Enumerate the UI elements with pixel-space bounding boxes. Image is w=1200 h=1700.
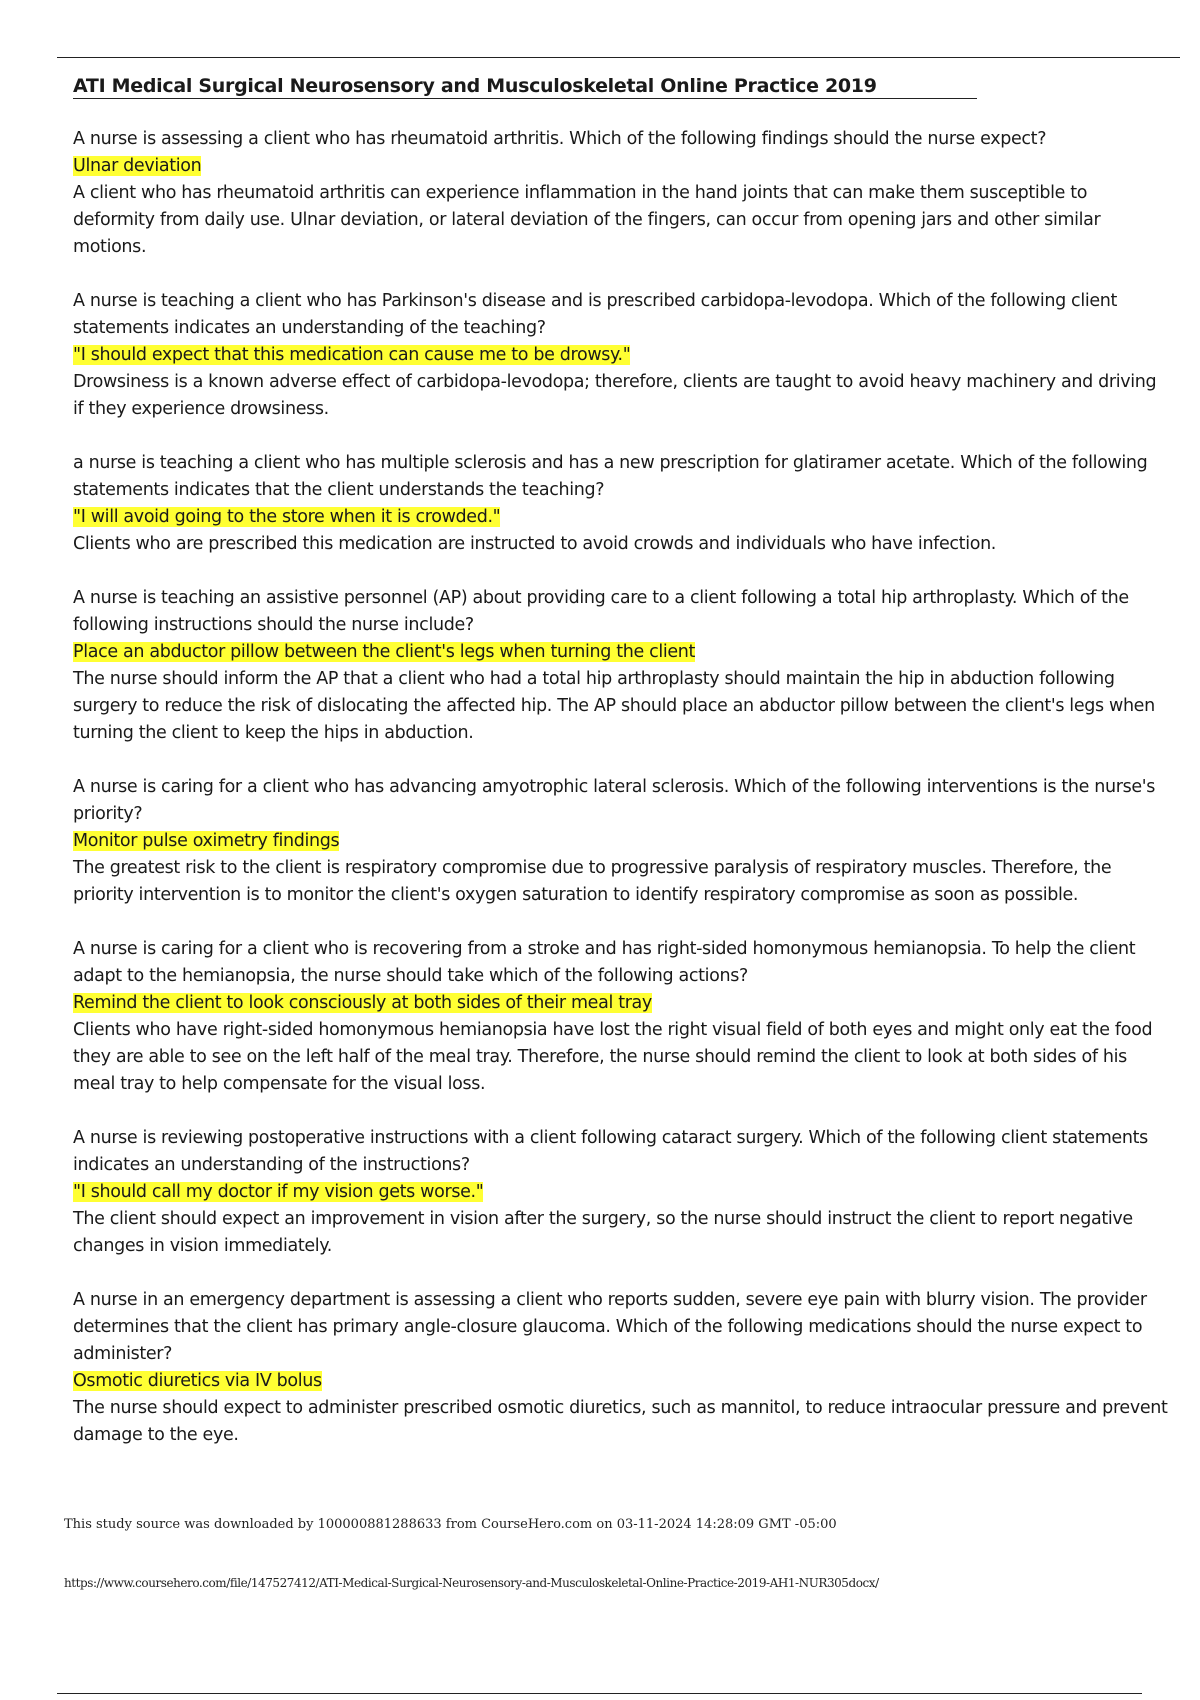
- highlighted-answer: Osmotic diuretics via IV bolus: [73, 1371, 322, 1391]
- bottom-rule: [57, 1693, 1142, 1694]
- download-source-note: This study source was downloaded by 100000881288633 from CourseHero.com on 03-11-2024 14:28:09 GMT -05:00: [64, 1517, 837, 1532]
- question-item: [73, 288, 1168, 423]
- document-title: ATI Medical Surgical Neurosensory and Musculoskeletal Online Practice 2019: [73, 74, 977, 99]
- source-url: https://www.coursehero.com/file/147527412/ATI-Medical-Surgical-Neurosensory-and-Musculoskeletal-Online-Practice-2019-AH1-NUR305docx/: [64, 1576, 879, 1590]
- question-text: a nurse is teaching a client who has multiple sclerosis and has a new prescription for glatiramer acetate. Which of the following statements indicates that the client understands the teaching?: [73, 453, 1148, 500]
- rationale-text: The client should expect an improvement in vision after the surgery, so the nurse should instruct the client to report negative changes in vision immediately.: [73, 1209, 1133, 1256]
- question-item: [73, 585, 1168, 747]
- highlighted-answer: Remind the client to look consciously at both sides of their meal tray: [73, 993, 652, 1013]
- highlighted-answer: Place an abductor pillow between the client's legs when turning the client: [73, 642, 696, 662]
- rationale-text: The nurse should inform the AP that a client who had a total hip arthroplasty should maintain the hip in abduction following surgery to reduce the risk of dislocating the affected hip. The AP should place an abductor pillow between the client's legs when turning the client to keep the hips in abduction.: [73, 669, 1155, 743]
- rationale-text: The greatest risk to the client is respiratory compromise due to progressive paralysis of respiratory muscles. Therefore, the priority intervention is to monitor the client's oxygen saturation to identify respiratory compromise as soon as possible.: [73, 858, 1112, 905]
- question-item: [73, 774, 1168, 909]
- highlighted-answer: Ulnar deviation: [73, 156, 202, 176]
- document-body: [73, 74, 1168, 1476]
- question-text: A nurse is assessing a client who has rheumatoid arthritis. Which of the following findings should the nurse expect?: [73, 129, 1047, 149]
- question-item: [73, 1125, 1168, 1260]
- question-text: A nurse is teaching a client who has Parkinson's disease and is prescribed carbidopa-levodopa. Which of the following client statements indicates an understanding of the teaching?: [73, 291, 1118, 338]
- highlighted-answer: "I will avoid going to the store when it is crowded.": [73, 507, 501, 527]
- top-rule: [57, 57, 1180, 58]
- question-text: A nurse in an emergency department is assessing a client who reports sudden, severe eye pain with blurry vision. The provider determines that the client has primary angle-closure glaucoma. Which of the following medications should the nurse expect to administer?: [73, 1290, 1147, 1364]
- question-item: [73, 1287, 1168, 1449]
- rationale-text: The nurse should expect to administer prescribed osmotic diuretics, such as mannitol, to reduce intraocular pressure and prevent damage to the eye.: [73, 1398, 1168, 1445]
- highlighted-answer: "I should expect that this medication can cause me to be drowsy.": [73, 345, 631, 365]
- question-text: A nurse is teaching an assistive personnel (AP) about providing care to a client following a total hip arthroplasty. Which of the following instructions should the nurse include?: [73, 588, 1129, 635]
- question-list: [73, 126, 1168, 1449]
- rationale-text: Clients who have right-sided homonymous hemianopsia have lost the right visual field of both eyes and might only eat the food they are able to see on the left half of the meal tray. Therefore, the nurse should remind the client to look at both sides of his meal tray to help compensate for the visual loss.: [73, 1020, 1153, 1094]
- question-text: A nurse is reviewing postoperative instructions with a client following cataract surgery. Which of the following client statements indicates an understanding of the instructions?: [73, 1128, 1148, 1175]
- rationale-text: A client who has rheumatoid arthritis can experience inflammation in the hand joints that can make them susceptible to deformity from daily use. Ulnar deviation, or lateral deviation of the fingers, can occur from opening jars and other similar motions.: [73, 183, 1101, 257]
- question-item: [73, 936, 1168, 1098]
- question-item: [73, 126, 1168, 261]
- highlighted-answer: Monitor pulse oximetry findings: [73, 831, 340, 851]
- question-item: [73, 450, 1168, 558]
- rationale-text: Drowsiness is a known adverse effect of carbidopa-levodopa; therefore, clients are taught to avoid heavy machinery and driving if they experience drowsiness.: [73, 372, 1157, 419]
- question-text: A nurse is caring for a client who is recovering from a stroke and has right-sided homonymous hemianopsia. To help the client adapt to the hemianopsia, the nurse should take which of the following actions?: [73, 939, 1136, 986]
- highlighted-answer: "I should call my doctor if my vision gets worse.": [73, 1182, 484, 1202]
- question-text: A nurse is caring for a client who has advancing amyotrophic lateral sclerosis. Which of the following interventions is the nurse's priority?: [73, 777, 1155, 824]
- rationale-text: Clients who are prescribed this medication are instructed to avoid crowds and individuals who have infection.: [73, 534, 997, 554]
